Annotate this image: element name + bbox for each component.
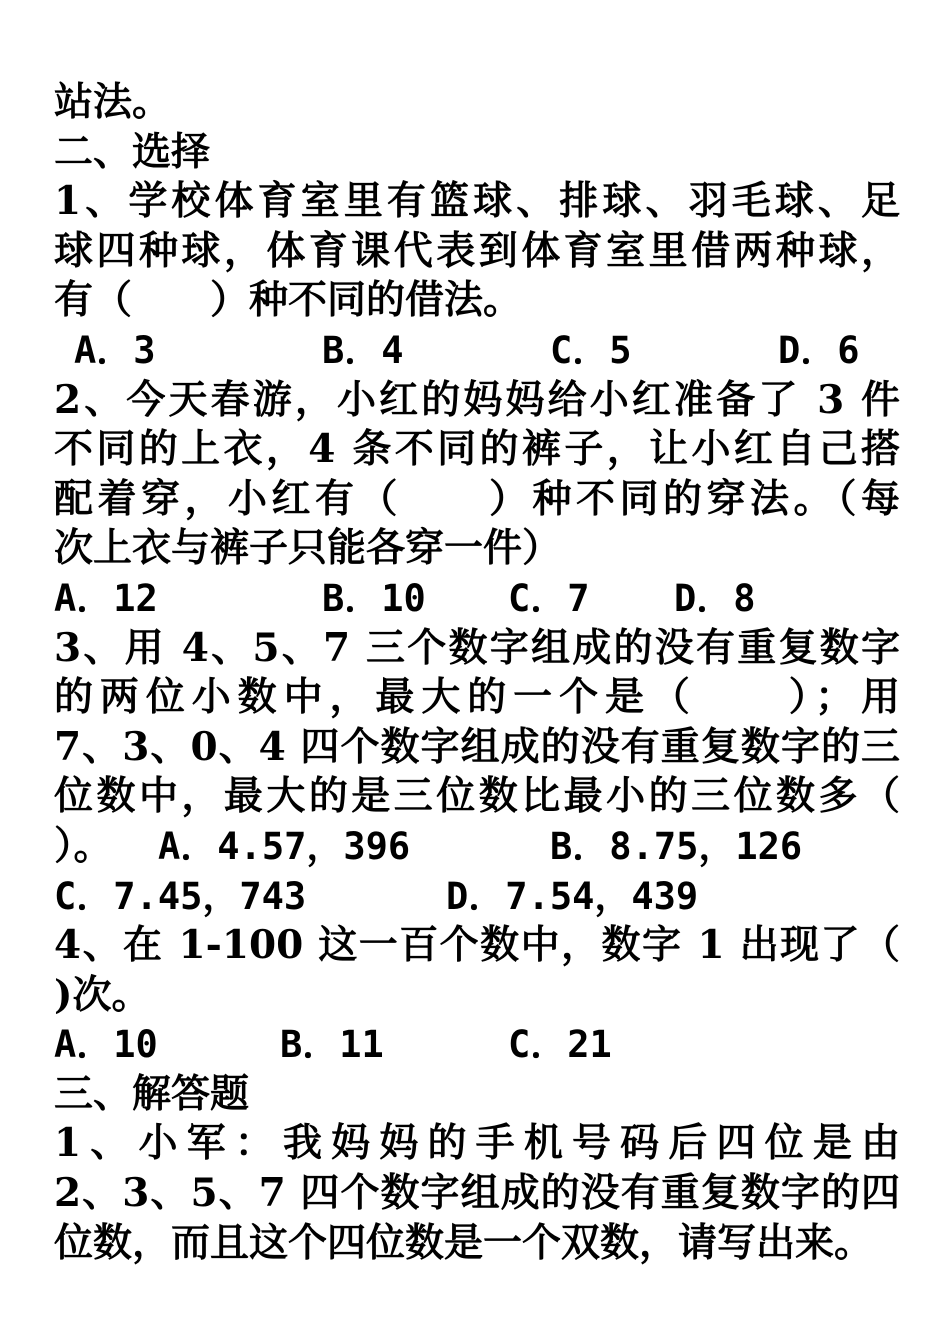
question-1-options	[54, 326, 900, 376]
question-3-options-row-2	[54, 872, 900, 922]
question-2-options	[54, 574, 900, 624]
question-2-line: 配着穿，小红有（ ）种不同的穿法。（每	[54, 475, 900, 522]
question-3-line: 位数中，最大的是三位数比最小的三位数多（	[54, 773, 900, 820]
option-b: B．11	[280, 1023, 384, 1067]
question-1-line: 1、学校体育室里有篮球、排球、羽毛球、足	[54, 178, 900, 225]
question-3-line: 的两位小数中，最大的一个是（ ）；用	[54, 674, 900, 721]
section-heading-choice: 二、选择	[54, 128, 211, 175]
question-4-options	[54, 1020, 900, 1070]
option-d: D．6	[778, 328, 860, 372]
document-body	[54, 78, 900, 1268]
question-4-line: 4、在 1-100 这一百个数中，数字 1 出现了（	[54, 922, 900, 969]
question-2-line: 不同的上衣，4 条不同的裤子，让小红自己搭	[54, 426, 900, 473]
question-3-options-row-1	[54, 822, 900, 872]
option-c: C．5	[550, 328, 632, 372]
question-2-line: 次上衣与裤子只能各穿一件）	[54, 525, 562, 572]
option-c: C．7.45，743	[54, 874, 307, 918]
question-1-line: 球四种球，体育课代表到体育室里借两种球，	[54, 227, 900, 274]
option-a: A．10	[54, 1023, 158, 1067]
option-a: A．12	[54, 576, 158, 620]
answer-question-1-line: 1、小军：我妈妈的手机号码后四位是由	[54, 1120, 900, 1167]
question-2-line: 2、今天春游，小红的妈妈给小红准备了 3 件	[54, 376, 900, 423]
option-b: B．8.75，126	[550, 824, 803, 868]
question-1-line: 有（ ）种不同的借法。	[54, 277, 523, 324]
section-heading-answer: 三、解答题	[54, 1070, 250, 1117]
answer-question-1-line: 位数，而且这个四位数是一个双数，请写出来。	[54, 1219, 874, 1266]
option-b: B．10	[322, 576, 426, 620]
question-4-line: )次。	[54, 971, 151, 1018]
option-d: D．7.54，439	[446, 874, 699, 918]
option-c: C．21	[508, 1023, 612, 1067]
question-3-line: 3、用 4、5、7 三个数字组成的没有重复数字	[54, 624, 900, 671]
answer-question-1-line: 2、3、5、7 四个数字组成的没有重复数字的四	[54, 1170, 900, 1217]
option-b: B．4	[322, 328, 404, 372]
question-3-line: 7、3、0、4 四个数字组成的没有重复数字的三	[54, 723, 900, 770]
option-d: D．8	[674, 576, 756, 620]
option-a: A．3	[74, 328, 156, 372]
option-a: A．4.57，396	[158, 824, 411, 868]
option-c: C．7	[508, 576, 590, 620]
text-line: 站法。	[54, 79, 172, 125]
question-3-blank-close: ）。	[54, 822, 113, 869]
